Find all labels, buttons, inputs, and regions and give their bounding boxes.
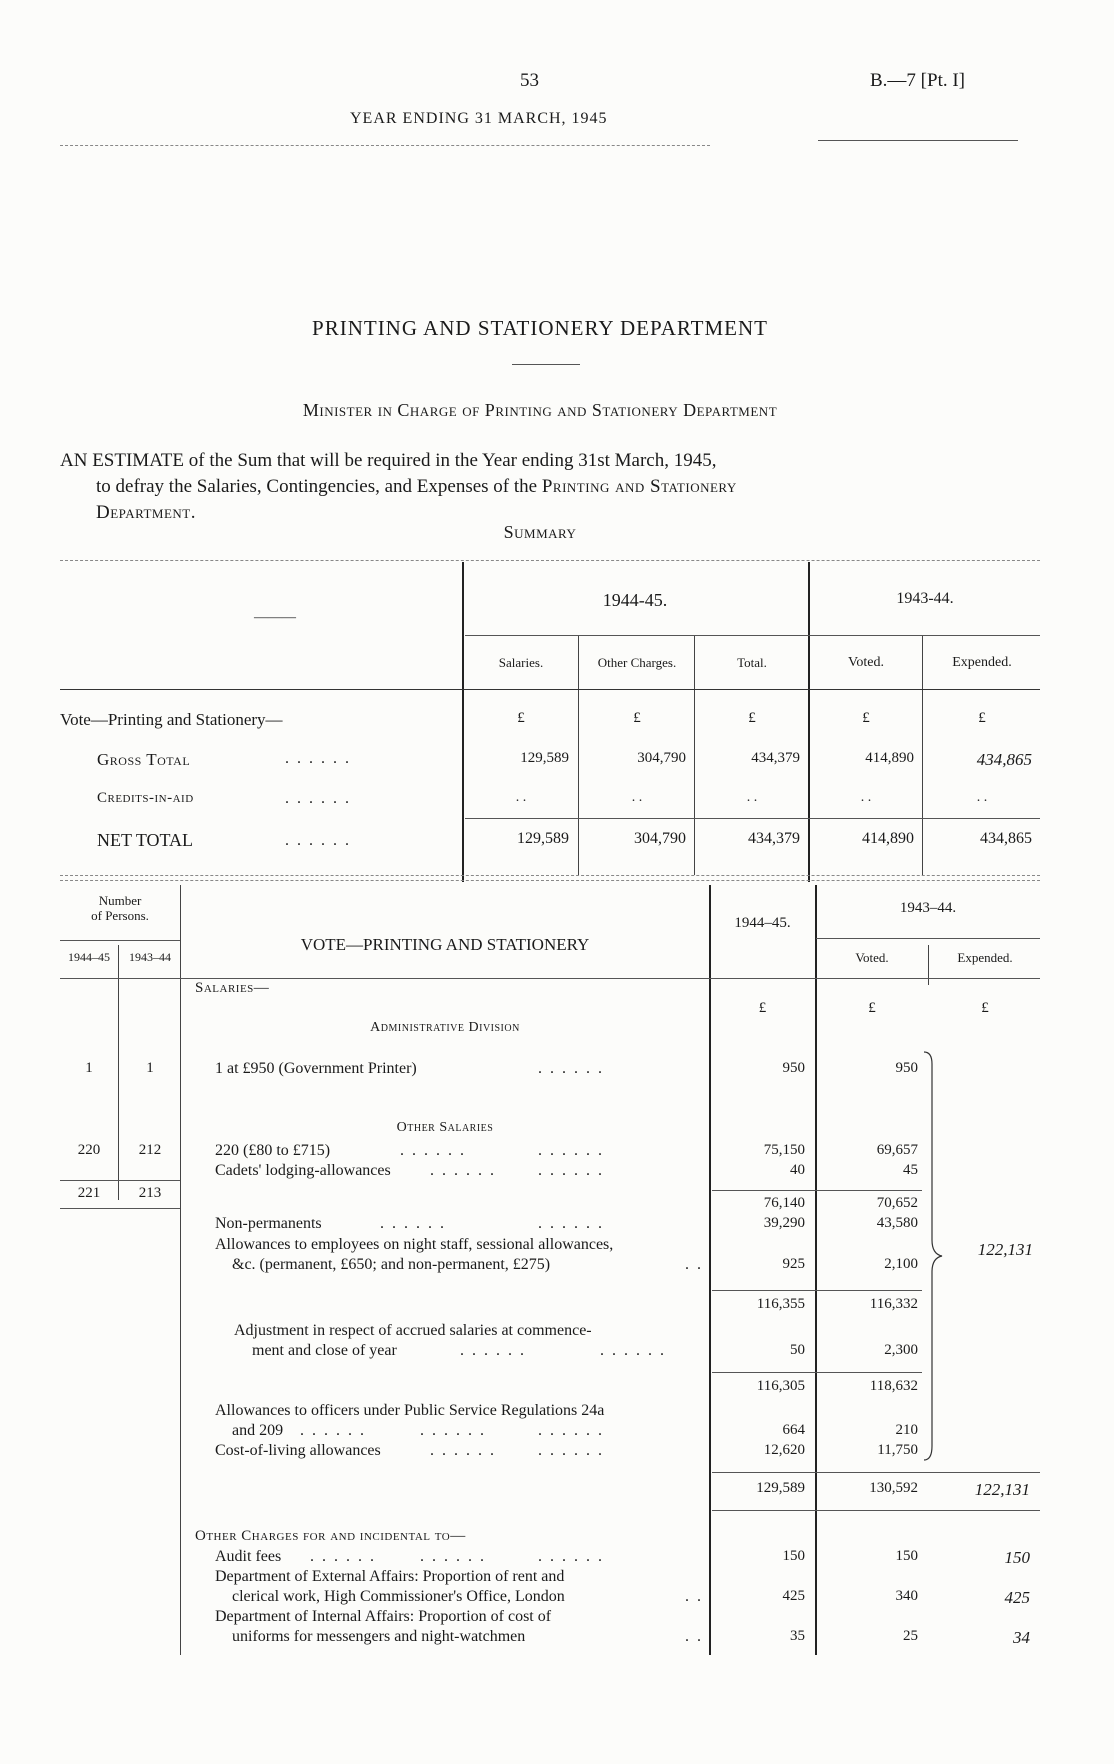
amount-expended: 34 (1013, 1628, 1030, 1647)
summary-vline (462, 562, 464, 882)
gross-other: 304,790 (637, 750, 686, 766)
amount-voted: 69,657 (876, 1142, 918, 1158)
summary-vote-label: Vote—Printing and Stationery— (60, 710, 283, 729)
amount-voted: 45 (903, 1162, 918, 1178)
persons-total-rule (60, 1208, 180, 1209)
credits-salaries: . . (515, 790, 527, 805)
title-rule (512, 364, 580, 365)
leader-dots: . . . . . . (420, 1422, 486, 1439)
brace-expended-value: 122,131 (977, 1240, 1033, 1259)
row-label-cont: &c. (permanent, £650; and non-permanent, £275) (232, 1256, 551, 1273)
amount-voted: 340 (895, 1588, 918, 1604)
persons-total-rule (60, 1180, 180, 1181)
total-rule (712, 1472, 1040, 1473)
estimate-text-3: Department. (96, 502, 196, 523)
admin-division-heading: Administrative Division (370, 1020, 520, 1035)
detail-title: VOTE—PRINTING AND STATIONERY (300, 935, 590, 954)
leader-dots: . . . . . . (300, 1422, 366, 1439)
summary-header-rule (60, 689, 1040, 690)
summary-heading: Summary (503, 522, 577, 542)
summary-col-salaries: Salaries. (498, 655, 544, 670)
row-label-cont: ment and close of year (252, 1342, 397, 1359)
row-label-cont: and 209 (232, 1422, 284, 1439)
credits-in-aid-label: Credits-in-aid (97, 790, 194, 806)
persons-label-1: Number (98, 893, 142, 908)
persons-total-1943: 213 (138, 1185, 162, 1201)
subtotal-1944: 116,305 (756, 1378, 805, 1394)
summary-col-total: Total. (737, 655, 767, 670)
total-rule (712, 1510, 1040, 1511)
currency-symbol: £ (517, 710, 525, 726)
row-label: Cost-of-living allowances (215, 1442, 381, 1459)
amount-voted: 2,300 (884, 1342, 918, 1358)
leader-dots: . . . . . . (400, 1142, 466, 1159)
leader-dots: . . (685, 1628, 703, 1645)
amount-1944: 150 (782, 1548, 805, 1564)
detail-col-expended: Expended. (957, 950, 1013, 965)
net-salaries: 129,589 (517, 830, 569, 847)
document-reference: B.—7 [Pt. I] (870, 70, 965, 91)
persons-1943: 212 (138, 1142, 162, 1158)
detail-subhead-rule (816, 938, 1040, 939)
leader-dots: . . . . . . (460, 1342, 526, 1359)
net-voted: 414,890 (862, 830, 914, 847)
leader-dots: . . . . . . (285, 750, 351, 767)
persons-1943: 1 (146, 1060, 154, 1076)
row-label: Cadets' lodging-allowances (215, 1162, 391, 1179)
persons-col-1944: 1944–45 (68, 950, 110, 964)
summary-year-current: 1944-45. (602, 590, 668, 610)
amount-1944: 12,620 (763, 1442, 805, 1458)
persons-1944: 220 (77, 1142, 101, 1158)
row-label: Audit fees (215, 1548, 282, 1565)
summary-top-rule (60, 560, 1040, 561)
leader-dots: . . . . . . (538, 1142, 604, 1159)
page-number: 53 (520, 70, 539, 91)
amount-voted: 950 (895, 1060, 918, 1076)
other-salaries-heading: Other Salaries (396, 1120, 494, 1135)
row-label: Adjustment in respect of accrued salaries at commence- (234, 1322, 592, 1339)
amount-1944: 75,150 (763, 1142, 805, 1158)
detail-top-rule (60, 880, 1040, 881)
summary-vline (578, 635, 579, 875)
estimate-text-1: of the Sum that will be required in the Year ending 31st March, 1945, (184, 450, 717, 471)
credits-total: . . (746, 790, 758, 805)
subtotal-1944: 76,140 (763, 1195, 805, 1211)
net-other: 304,790 (634, 830, 686, 847)
subtotal-1944: 116,355 (756, 1296, 805, 1312)
net-total-label: NET TOTAL (97, 830, 194, 850)
leader-dots: . . . . . . (285, 832, 351, 849)
subtotal-rule (712, 1190, 922, 1191)
detail-vline (180, 885, 181, 1655)
amount-voted: 2,100 (884, 1256, 918, 1272)
currency-symbol: £ (748, 710, 756, 726)
leader-dots: . . . . . . (310, 1548, 376, 1565)
detail-vline (118, 945, 119, 1200)
leader-dots: . . . . . . (538, 1060, 604, 1077)
summary-vline (922, 635, 923, 875)
leader-dots: . . . . . . (538, 1422, 604, 1439)
detail-header-rule (60, 978, 1040, 979)
leader-dots: . . . . . . (538, 1442, 604, 1459)
amount-voted: 210 (895, 1422, 918, 1438)
summary-stub-dash: ——— (254, 610, 296, 625)
summary-col-expended: Expended. (952, 655, 1012, 670)
subtotal-rule (712, 1372, 922, 1373)
persons-1944: 1 (85, 1060, 93, 1076)
estimate-lead: AN ESTIMATE (60, 450, 185, 471)
amount-expended: 425 (1004, 1588, 1030, 1607)
leader-dots: . . . . . . (285, 790, 351, 807)
persons-col-1943: 1943–44 (129, 950, 171, 964)
salaries-total-expended: 122,131 (974, 1480, 1030, 1499)
leader-dots: . . . . . . (538, 1215, 604, 1232)
row-label: 1 at £950 (Government Printer) (215, 1060, 417, 1077)
row-label: Non-permanents (215, 1215, 322, 1232)
amount-1944: 925 (782, 1256, 805, 1272)
leader-dots: . . . . . . (430, 1162, 496, 1179)
amount-1944: 35 (790, 1628, 805, 1644)
amount-1944: 950 (782, 1060, 805, 1076)
currency-symbol: £ (633, 710, 641, 726)
amount-expended: 150 (1004, 1548, 1030, 1567)
row-label: Allowances to employees on night staff, sessional allowances, (215, 1236, 614, 1253)
summary-col-voted: Voted. (848, 655, 884, 670)
summary-vline (694, 635, 695, 875)
salaries-heading: Salaries— (195, 980, 270, 996)
currency-symbol: £ (868, 1000, 876, 1016)
row-label: Allowances to officers under Public Service Regulations 24a (215, 1402, 605, 1419)
amount-1944: 50 (790, 1342, 805, 1358)
minister-line: Minister in Charge of Printing and Stationery Department (302, 400, 778, 420)
year-ending-line: YEAR ENDING 31 MARCH, 1945 (350, 110, 608, 127)
gross-total: 434,379 (751, 750, 800, 766)
summary-subhead-rule (465, 635, 1040, 636)
leader-dots: . . . . . . (600, 1342, 666, 1359)
leader-dots: . . . . . . (430, 1442, 496, 1459)
subtotal-rule (712, 1290, 922, 1291)
gross-voted: 414,890 (865, 750, 914, 766)
currency-symbol: £ (862, 710, 870, 726)
row-label: Department of Internal Affairs: Proportion of cost of (215, 1608, 552, 1625)
persons-header (60, 893, 180, 923)
persons-total-1944: 221 (77, 1185, 101, 1201)
department-title: PRINTING AND STATIONERY DEPARTMENT (312, 316, 768, 340)
estimate-department: Printing and Stationery (541, 476, 737, 497)
row-label: 220 (£80 to £715) (215, 1142, 331, 1159)
subtotal-voted: 116,332 (869, 1296, 918, 1312)
summary-year-prev: 1943-44. (896, 590, 954, 607)
amount-voted: 43,580 (876, 1215, 918, 1231)
amount-1944: 39,290 (763, 1215, 805, 1231)
gross-total-label: Gross Total (97, 750, 191, 769)
header-rule-left (60, 145, 710, 146)
net-total: 434,379 (748, 830, 800, 847)
detail-col-1943: 1943–44. (899, 900, 957, 916)
amount-voted: 25 (903, 1628, 918, 1644)
salaries-total-1944: 129,589 (756, 1480, 805, 1496)
leader-dots: . . (685, 1588, 703, 1605)
summary-col-other: Other Charges. (597, 655, 677, 670)
detail-col-1944: 1944–45. (734, 915, 791, 931)
gross-expended: 434,865 (976, 750, 1032, 769)
detail-col-voted: Voted. (855, 950, 889, 965)
credits-voted: . . (860, 790, 872, 805)
net-total-rule (465, 818, 1040, 819)
amount-voted: 150 (895, 1548, 918, 1564)
salaries-total-voted: 130,592 (869, 1480, 918, 1496)
currency-symbol: £ (978, 710, 986, 726)
persons-rule (60, 940, 180, 941)
amount-1944: 664 (782, 1422, 805, 1438)
subtotal-voted: 70,652 (876, 1195, 918, 1211)
leader-dots: . . . . . . (420, 1548, 486, 1565)
credits-expended: . . (976, 790, 988, 805)
header-rule-right (818, 140, 1018, 141)
subtotal-voted: 118,632 (869, 1378, 918, 1394)
amount-1944: 425 (782, 1588, 805, 1604)
row-label-cont: clerical work, High Commissioner's Office, London (232, 1588, 565, 1605)
estimate-text-2: to defray the Salaries, Contingencies, and Expenses of the (96, 476, 542, 497)
net-expended: 434,865 (980, 830, 1032, 847)
leader-dots: . . . . . . (380, 1215, 446, 1232)
currency-symbol: £ (758, 1000, 767, 1016)
leader-dots: . . . . . . (538, 1548, 604, 1565)
gross-salaries: 129,589 (520, 750, 569, 766)
leader-dots: . . . . . . (538, 1162, 604, 1179)
row-label: Department of External Affairs: Proportion of rent and (215, 1568, 565, 1585)
credits-other: . . (631, 790, 643, 805)
amount-voted: 11,750 (877, 1442, 918, 1458)
other-charges-heading: Other Charges for and incidental to— (195, 1528, 466, 1544)
amount-1944: 40 (790, 1162, 805, 1178)
persons-label-2: of Persons. (91, 908, 149, 923)
summary-bottom-rule (60, 875, 1040, 876)
detail-vline (928, 945, 929, 985)
currency-symbol: £ (981, 1000, 989, 1016)
leader-dots: . . (685, 1256, 703, 1273)
estimate-paragraph (60, 448, 1040, 526)
row-label-cont: uniforms for messengers and night-watchmen (232, 1628, 526, 1645)
